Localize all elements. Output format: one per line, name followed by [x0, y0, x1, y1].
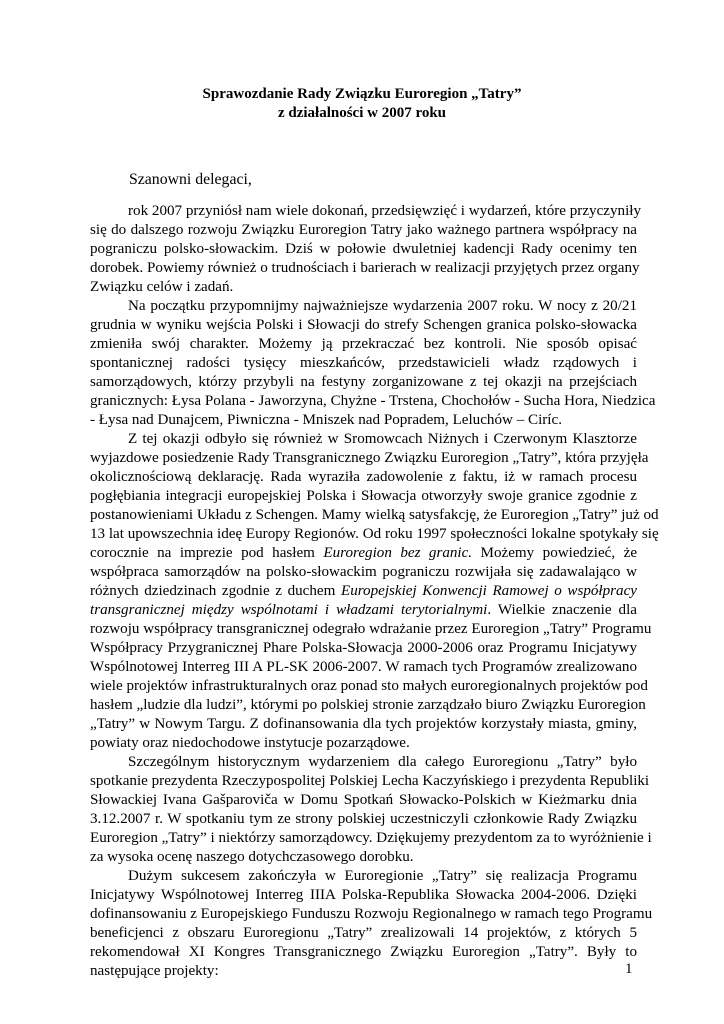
- body-line: spontanicznej radości tysięcy mieszkańców, przedstawicieli władz rządowych i: [90, 355, 637, 371]
- body-line: pograniczu polsko-słowackim. Dziś w połowie dwuletniej kadencji Rady ocenimy ten: [90, 241, 637, 257]
- body-line: postanowieniami Układu z Schengen. Mamy wielką satysfakcję, że Euroregion „Tatry” już od: [90, 507, 659, 523]
- body-line: „Tatry” w Nowym Targu. Z dofinansowania dla tych projektów korzystały miasta, gminy,: [90, 716, 637, 732]
- body-line: grudnia w wyniku wejścia Polski i Słowacji do strefy Schengen granica polsko-słowacka: [90, 317, 637, 333]
- body-line: rok 2007 przyniósł nam wiele dokonań, przedsięwzięć i wydarzeń, które przyczyniły: [128, 203, 642, 219]
- body-line: corocznie na imprezie pod hasłem Euroregion bez granic. Możemy powiedzieć, że: [90, 545, 638, 561]
- salutation: Szanowni delegaci,: [129, 171, 252, 188]
- body-line: Słowackiej Ivana Gašparoviča w Domu Spotkań Słowacko-Polskich w Kieżmarku dnia: [90, 792, 637, 808]
- body-line: Współpracy Przygranicznej Phare Polska-Słowacja 2000-2006 oraz Programu Inicjatywy: [90, 640, 637, 656]
- body-line: dofinansowaniu z Europejskiego Funduszu Rozwoju Regionalnego w ramach tego Programu: [90, 906, 653, 922]
- body-line: dorobek. Powiemy również o trudnościach i barierach w realizacji przyjętych przez organy: [90, 260, 640, 276]
- title-line-2: z działalności w 2007 roku: [277, 105, 447, 121]
- body-line: samorządowych, którzy przybyli na festyny zorganizowane z tej okazji na przejściach: [90, 374, 637, 390]
- body-line: Szczególnym historycznym wydarzeniem dla całego Euroregionu „Tatry” było: [128, 754, 637, 770]
- document-title: [100, 85, 624, 123]
- body-line: zmieniła swój charakter. Możemy ją przekraczać bez kontroli. Nie sposób opisać: [90, 336, 637, 352]
- body-line: Dużym sukcesem zakończyła w Euroregionie „Tatry” się realizacja Programu: [128, 868, 637, 884]
- body-line: okolicznościową deklarację. Rada wyraziła zadowolenie z faktu, iż w ramach procesu: [90, 469, 637, 485]
- body-line: spotkanie prezydenta Rzeczypospolitej Polskiej Lecha Kaczyńskiego i prezydenta Republiki: [90, 773, 650, 789]
- body-line: hasłem „ludzie dla ludzi”, którymi po polskiej stronie zarządzało biuro Związku Euroregion: [90, 697, 646, 713]
- body-line: rozwoju współpracy transgranicznej odegrało wdrażanie przez Euroregion „Tatry” Programu: [90, 621, 652, 637]
- title-line-1: Sprawozdanie Rady Związku Euroregion „Tatry”: [202, 86, 522, 102]
- page-number: 1: [625, 961, 633, 977]
- body-line: pogłębiania integracji europejskiej Polska i Słowacja otworzyły swoje granice zgodnie z: [90, 488, 637, 504]
- body-line: Z tej okazji odbyło się również w Sromowcach Niżnych i Czerwonym Klasztorze: [128, 431, 637, 447]
- body-line: beneficjenci z obszaru Euroregionu „Tatry” zrealizowali 14 projektów, z których 5: [90, 925, 637, 941]
- body-line: Wspólnotowej Interreg III A PL-SK 2006-2007. W ramach tych Programów zrealizowano: [90, 659, 637, 675]
- body-line: następujące projekty:: [90, 963, 219, 979]
- body-line: Na początku przypomnijmy najważniejsze wydarzenia 2007 roku. W nocy z 20/21: [128, 298, 637, 314]
- body-line: różnych dziedzinach zgodnie z duchem Europejskiej Konwencji Ramowej o współpracy: [90, 583, 637, 599]
- body-line: granicznych: Łysa Polana - Jaworzyna, Chyżne - Trstena, Chochołów - Sucha Hora, Niedzica: [90, 393, 656, 409]
- body-line: Euroregion „Tatry” i niektórzy samorządowcy. Dziękujemy prezydentom za to wyróżnienie i: [90, 830, 652, 846]
- body-line: wyjazdowe posiedzenie Rady Transgranicznego Związku Euroregion „Tatry”, która przyjęła: [90, 450, 649, 466]
- body-line: współpraca samorządów na polsko-słowackim pograniczu rozwijała się zadawalająco w: [90, 564, 637, 580]
- body-line: Związku celów i zadań.: [90, 279, 234, 295]
- body-line: się do dalszego rozwoju Związku Euroregion Tatry jako ważnego partnera współpracy na: [90, 222, 637, 238]
- body-line: Inicjatywy Wspólnotowej Interreg IIIA Polska-Republika Słowacka 2004-2006. Dzięki: [90, 887, 637, 903]
- body-line: rekomendował XI Kongres Transgranicznego Związku Euroregion „Tatry”. Były to: [90, 944, 637, 960]
- body-line: transgranicznej między wspólnotami i władzami terytorialnymi. Wielkie znaczenie dla: [90, 602, 637, 618]
- body-line: za wysoka ocenę naszego dotychczasowego dorobku.: [90, 849, 414, 865]
- body-line: 13 lat upowszechnia ideę Europy Regionów. Od roku 1997 społeczności lokalne spotykały się: [90, 526, 659, 542]
- document-body: [90, 202, 659, 981]
- body-line: powiaty oraz niedochodowe instytucje pozarządowe.: [90, 735, 410, 751]
- body-line: - Łysa nad Dunajcem, Piwniczna - Mniszek nad Popradem, Leluchów – Ciríc.: [90, 412, 562, 428]
- body-line: wiele projektów infrastrukturalnych oraz ponad sto małych euroregionalnych projektów pod: [90, 678, 648, 694]
- body-line: 3.12.2007 r. W spotkaniu tym ze strony polskiej uczestniczyli członkowie Rady Związku: [90, 811, 637, 827]
